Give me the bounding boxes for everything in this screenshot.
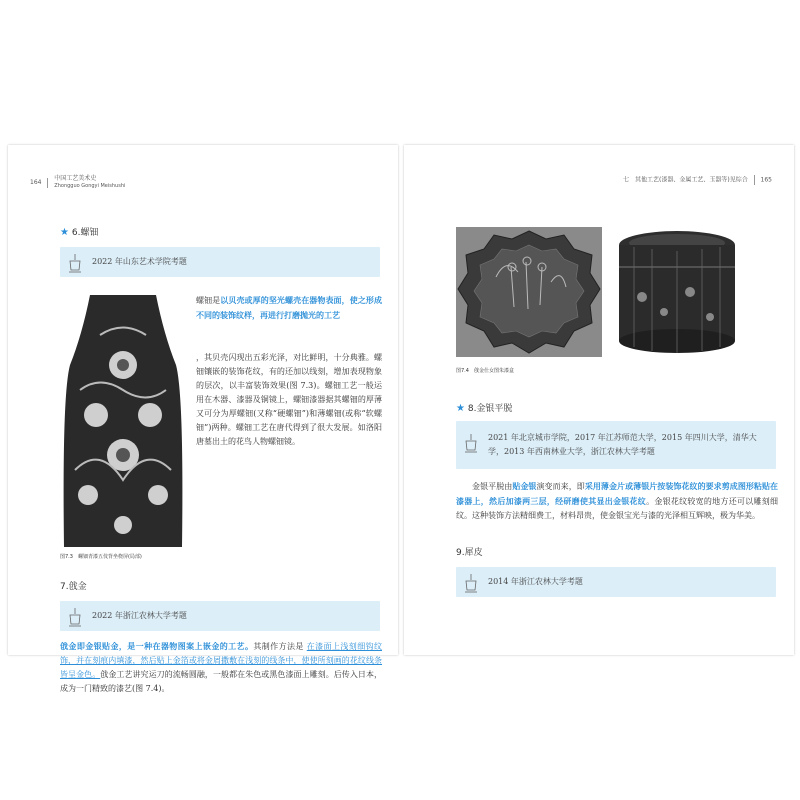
figure-7-4-image-left <box>456 227 602 357</box>
highlight-text: 戗金即金银贴金，是一种在器物图案上嵌金的工艺。 <box>60 641 254 651</box>
cup-icon <box>464 573 478 593</box>
body-text: 戗金工艺讲究运刀的流畅圆融，一般都在朱色或黑色漆面上雕刻。后传入日本，成为一门精致的漆艺(图 7.4)。 <box>60 670 382 693</box>
section-heading-7 <box>60 579 87 592</box>
right-page-header <box>623 175 772 185</box>
paragraph-luodian-right <box>196 351 382 547</box>
paragraph-jinyin-pingtuo <box>456 479 778 523</box>
section-heading-6 <box>60 225 98 238</box>
page-number: 165 <box>760 176 772 184</box>
exam-box <box>60 247 380 277</box>
section-title: 7.戗金 <box>60 582 87 592</box>
book-subtitle: Zhongguo Gongyi Meishushi <box>54 183 126 189</box>
section-title: 8.金银平脱 <box>467 404 513 414</box>
cup-icon <box>464 433 478 453</box>
exam-source: 2021 年北京城市学院，2017 年江苏师范大学，2015 年四川大学，清华大学，2013 年西南林业大学，浙江农林大学考题 <box>488 433 757 456</box>
body-text: 其制作方法是 <box>253 642 304 651</box>
text: 螺钿是 <box>196 296 221 305</box>
body-text: 金银平脱由 <box>472 482 513 491</box>
paragraph-qiangjin <box>60 639 382 695</box>
section-heading-8 <box>456 401 512 414</box>
book-title: 中国工艺美术史 <box>54 175 97 182</box>
star-icon: ★ <box>456 403 465 414</box>
figure-7-3-image <box>60 295 186 547</box>
header-divider <box>47 178 48 188</box>
body-text: 演变而来，即 <box>536 482 585 491</box>
paragraph-luodian-top <box>196 293 382 323</box>
section-heading-9 <box>456 545 483 558</box>
exam-source: 2014 年浙江农林大学考题 <box>488 577 583 586</box>
chapter-header: 七 其他工艺(漆器、金属工艺、玉器等)见综合 <box>623 176 748 184</box>
exam-source: 2022 年山东艺术学院考题 <box>92 257 187 266</box>
exam-box <box>456 567 776 597</box>
figure-caption: 图7.3 螺钿青漆五伎背坐桡屏(局部) <box>60 554 142 560</box>
star-icon: ★ <box>60 227 69 238</box>
section-title: 6.螺钿 <box>71 228 99 238</box>
exam-source: 2022 年浙江农林大学考题 <box>92 611 187 620</box>
underlined-text: 在漆面上浅刻细钩纹饰，并在刻痕内填漆，然后贴上金箔或将金屑撒敷在浅刻的线条中，使使所刻画的花纹线条皆呈金色。 <box>60 642 382 679</box>
section-title: 9.犀皮 <box>456 548 483 558</box>
body-text: 。金银花纹较宽的地方还可以雕刻细纹。这种装饰方法精细费工，材料昂贵，使金银宝光与漆的光泽相互辉映，极为华美。 <box>456 497 779 520</box>
body-text: ，其贝壳闪现出五彩光泽，对比鲜明，十分典雅。螺钿镶嵌的装饰花纹，有的还加以线刻，增加表现物象的层次，以丰富装饰效果(图 7.3)。螺钿工艺一般运用在木器、漆器及铜镜上，螺钿漆器据其螺钿的厚薄又可分为厚螺钿(又称“硬螺钿”)和薄螺钿(或称“软螺钿”)两种。螺钿工艺在唐代得到了很大发展。如洛阳唐墓出土的花鸟人物螺钿镜。 <box>196 353 382 446</box>
highlight-text: 贴金银 <box>512 481 537 491</box>
left-page-header <box>30 175 125 190</box>
exam-box <box>456 421 776 469</box>
cup-icon <box>68 607 82 627</box>
figure-7-4-image-right <box>612 227 742 357</box>
header-divider <box>754 175 755 185</box>
figure-caption: 图7.4 戗金仕女图朱漆盒 <box>456 368 514 374</box>
left-page <box>8 145 398 693</box>
exam-box <box>60 601 380 631</box>
highlight-text: 采用薄金片或薄银片按装饰花纹的要求剪成图形粘贴在漆器上，然后加漆两三层，经研磨使其显出金银花纹 <box>456 481 779 506</box>
right-page <box>404 145 794 655</box>
highlight-text: 以贝壳或厚的坚光螺壳在器物表面，使之形成不同的装饰纹样，再进行打磨抛光的工艺 <box>196 295 383 320</box>
page-number: 164 <box>30 179 42 186</box>
cup-icon <box>68 253 82 273</box>
